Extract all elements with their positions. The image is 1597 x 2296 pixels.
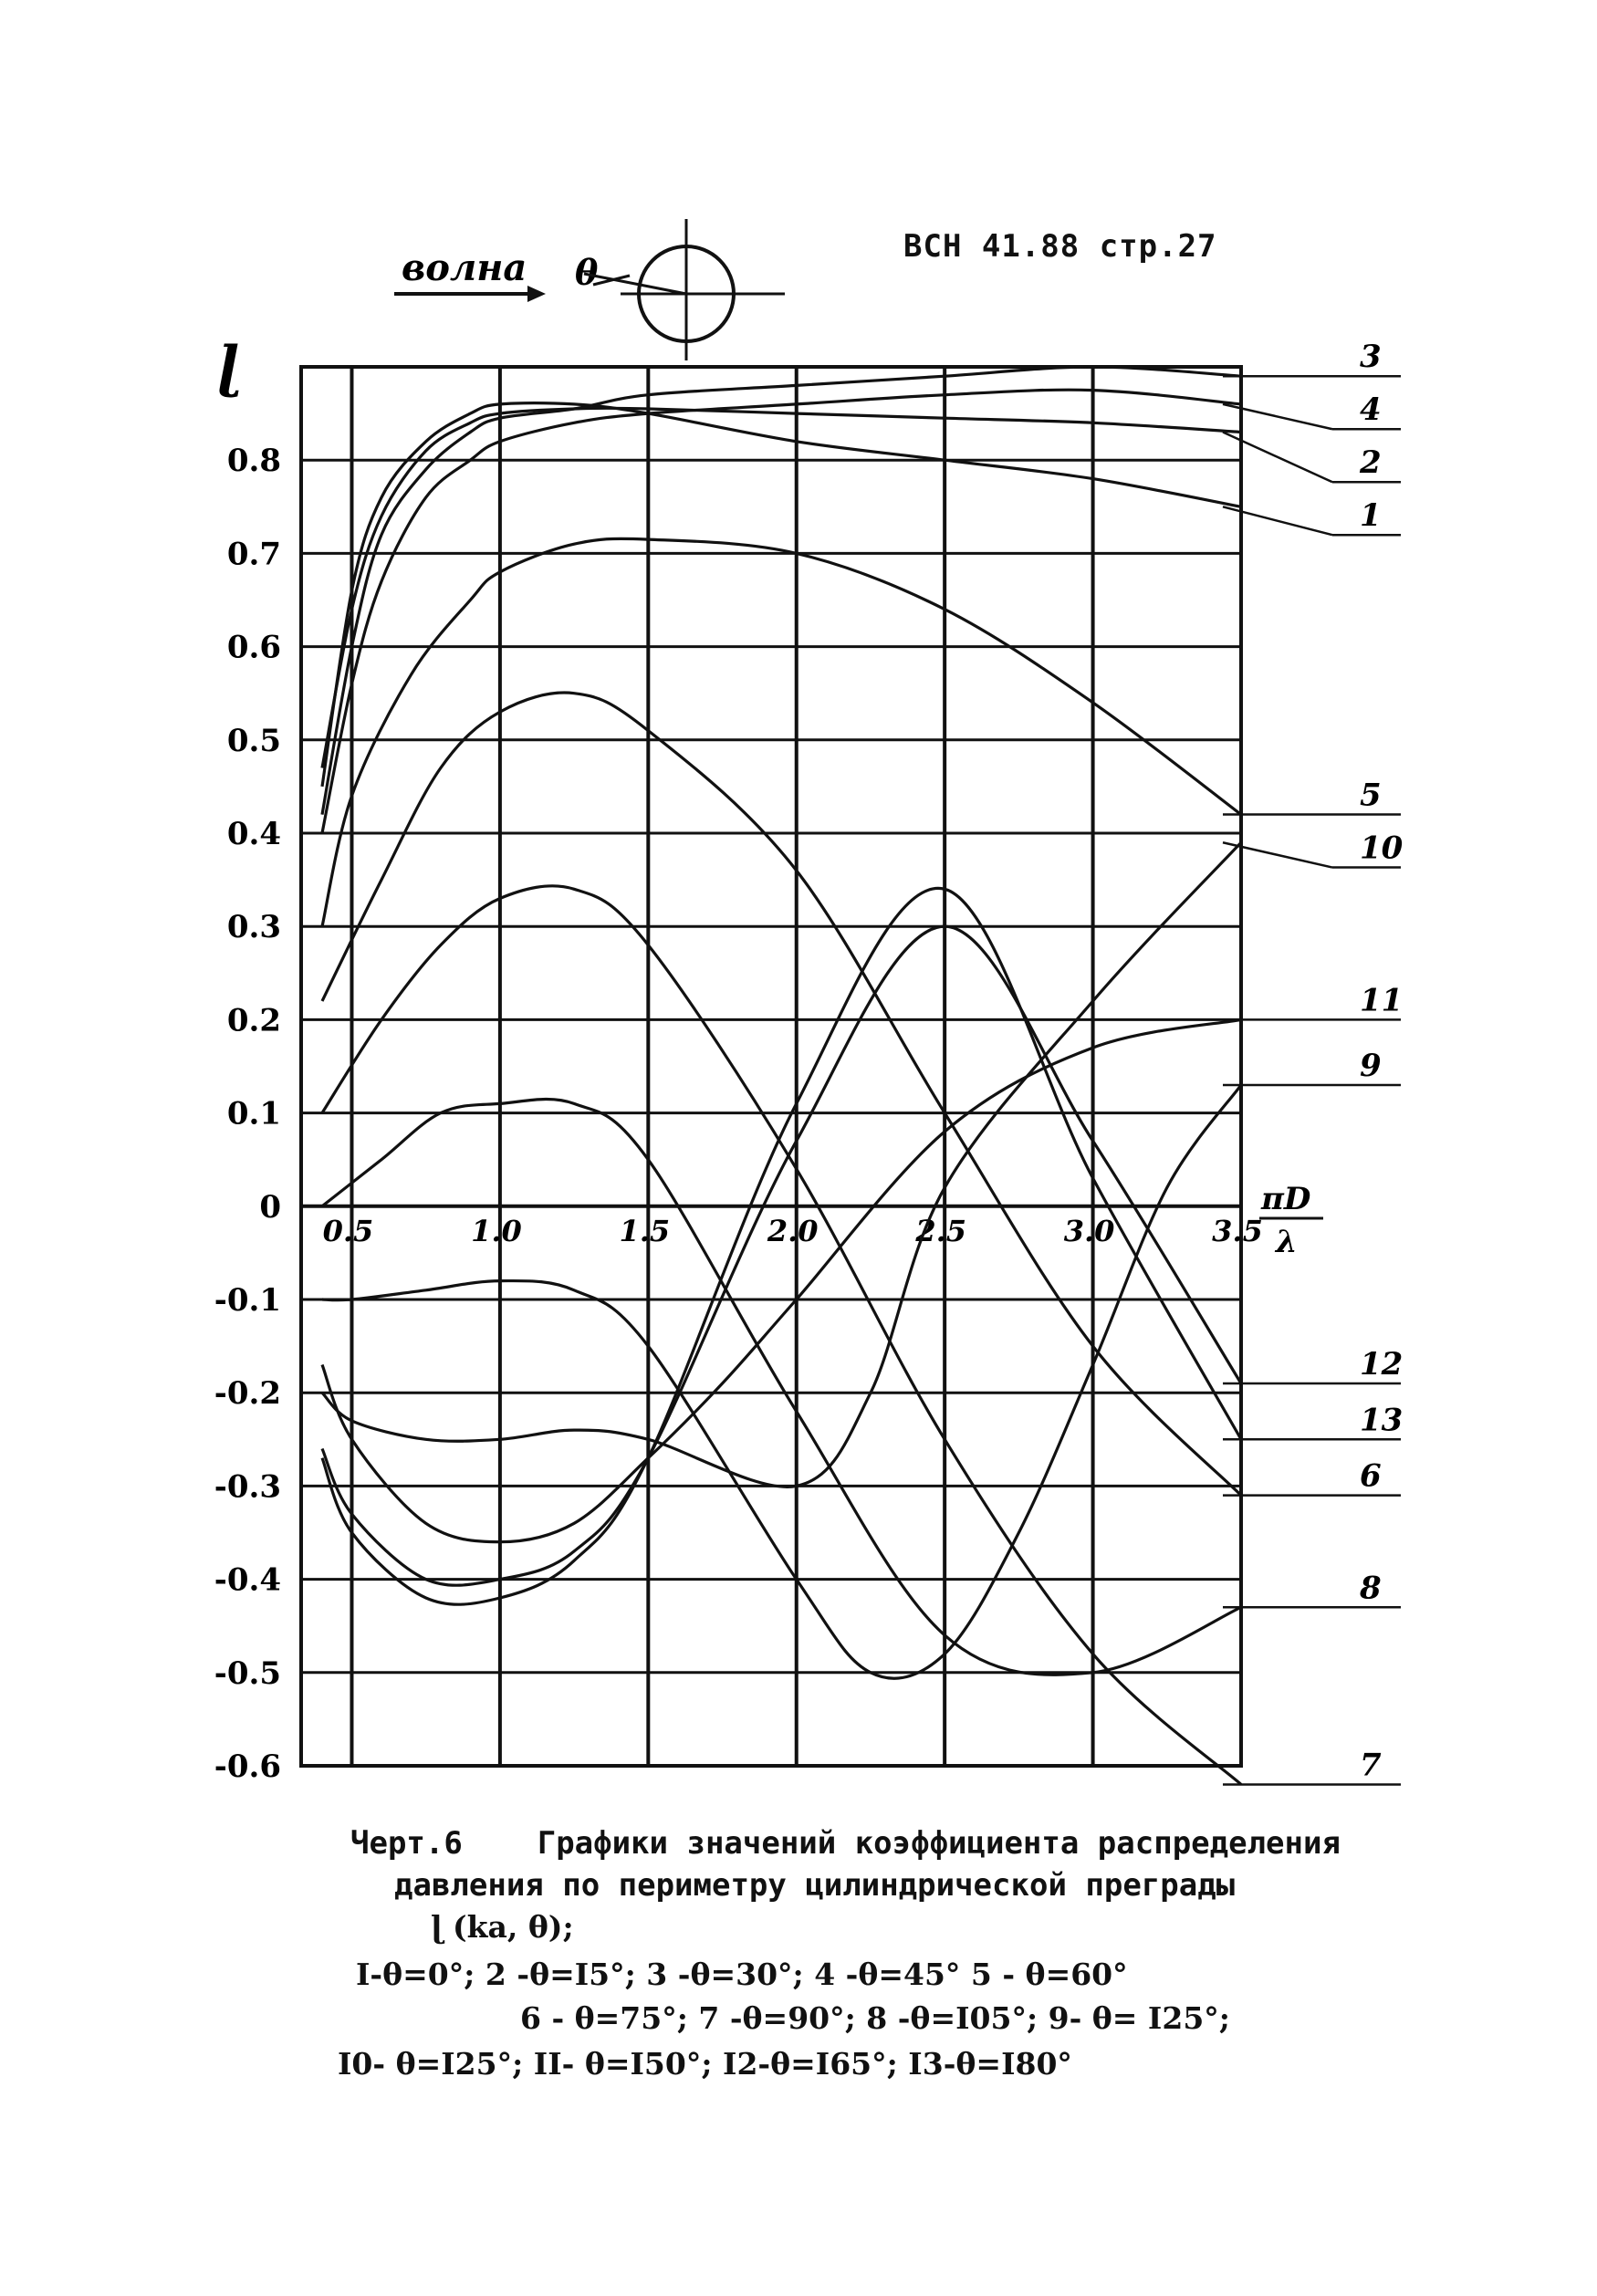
caption-legend-2: 6 - θ=75°; 7 -θ=90°; 8 -θ=I05°; 9- θ= I25°; (520, 2000, 1230, 2036)
y-tick-label: -0.3 (214, 1468, 281, 1506)
series-label-9: 9 (1360, 1047, 1382, 1084)
document-reference: ВСН 41.88 стр.27 (903, 228, 1217, 265)
caption-line-1 (350, 1825, 1341, 1862)
y-tick-label: 0.3 (226, 909, 281, 946)
y-tick-label: 0.7 (226, 536, 281, 573)
series-label-5: 5 (1360, 777, 1382, 814)
caption-function: ɭ (ka, θ); (431, 1909, 574, 1945)
series-label-4: 4 (1360, 391, 1382, 429)
caption-legend-1: I-θ=0°; 2 -θ=I5°; 3 -θ=30°; 4 -θ=45° 5 - θ=60° (356, 1957, 1128, 1992)
x-axis-label-denominator: λ (1276, 1224, 1298, 1260)
figure-number: Черт.6 (350, 1825, 463, 1862)
series-line-2 (322, 408, 1241, 767)
series-line-10 (322, 842, 1241, 1487)
series-label-3: 3 (1360, 339, 1382, 376)
y-tick-label: -0.6 (214, 1748, 281, 1785)
plot-frame (301, 367, 1241, 1766)
series-line-8 (322, 1099, 1241, 1675)
x-tick-label: 3.0 (1063, 1213, 1115, 1248)
series-line-3 (322, 367, 1241, 815)
series-label-10: 10 (1360, 830, 1404, 867)
y-tick-label: 0.8 (226, 443, 281, 480)
x-tick-label: 2.5 (915, 1213, 966, 1248)
x-tick-label: 1.5 (619, 1213, 671, 1248)
series-label-2: 2 (1360, 444, 1382, 482)
figure-title-2: давления по периметру цилиндрической преграды (394, 1867, 1236, 1904)
y-tick-label: 0 (259, 1188, 281, 1226)
series-label-11: 11 (1360, 982, 1404, 1019)
y-tick-label: -0.4 (214, 1561, 281, 1599)
series-label-13: 13 (1360, 1402, 1404, 1439)
x-tick-label: 2.0 (767, 1213, 819, 1248)
series-line-11 (322, 1019, 1241, 1541)
figure-title-1: Графики значений коэффициента распределения (537, 1825, 1341, 1862)
series-label-12: 12 (1360, 1345, 1404, 1383)
series-label-6: 6 (1360, 1457, 1382, 1495)
series-label-1: 1 (1360, 497, 1382, 535)
y-tick-label: -0.2 (214, 1375, 281, 1413)
y-tick-label: 0.5 (226, 722, 281, 759)
x-tick-label: 1.0 (471, 1213, 522, 1248)
y-tick-label: -0.5 (214, 1654, 281, 1692)
y-tick-label: -0.1 (214, 1282, 281, 1319)
series-line-9 (322, 1085, 1241, 1678)
x-axis-label-numerator: πD (1261, 1181, 1311, 1217)
series-label-8: 8 (1360, 1570, 1382, 1607)
y-tick-label: 0.2 (226, 1002, 281, 1039)
y-axis-tick-labels (214, 443, 281, 1785)
wave-arrow-head (527, 286, 546, 302)
chart-series (322, 367, 1241, 1784)
series-labels (1223, 339, 1404, 1784)
wave-diagram (394, 219, 785, 360)
caption-legend-3: I0- θ=I25°; II- θ=I50°; I2-θ=I65°; I3-θ=I80° (338, 2046, 1072, 2082)
x-tick-label: 0.5 (322, 1213, 374, 1248)
y-tick-label: 0.6 (226, 629, 281, 666)
wave-label: волна (402, 246, 527, 289)
y-tick-label: 0.4 (226, 816, 281, 852)
theta-symbol: θ (575, 252, 599, 293)
x-tick-label: 3.5 (1212, 1213, 1263, 1248)
chart-grid (301, 367, 1241, 1766)
series-line-5 (322, 538, 1241, 926)
series-line-6 (322, 693, 1241, 1496)
series-label-7: 7 (1360, 1747, 1382, 1784)
x-axis-label (1259, 1181, 1323, 1260)
y-tick-label: 0.1 (226, 1095, 281, 1132)
y-axis-label: ɭ (217, 335, 238, 399)
